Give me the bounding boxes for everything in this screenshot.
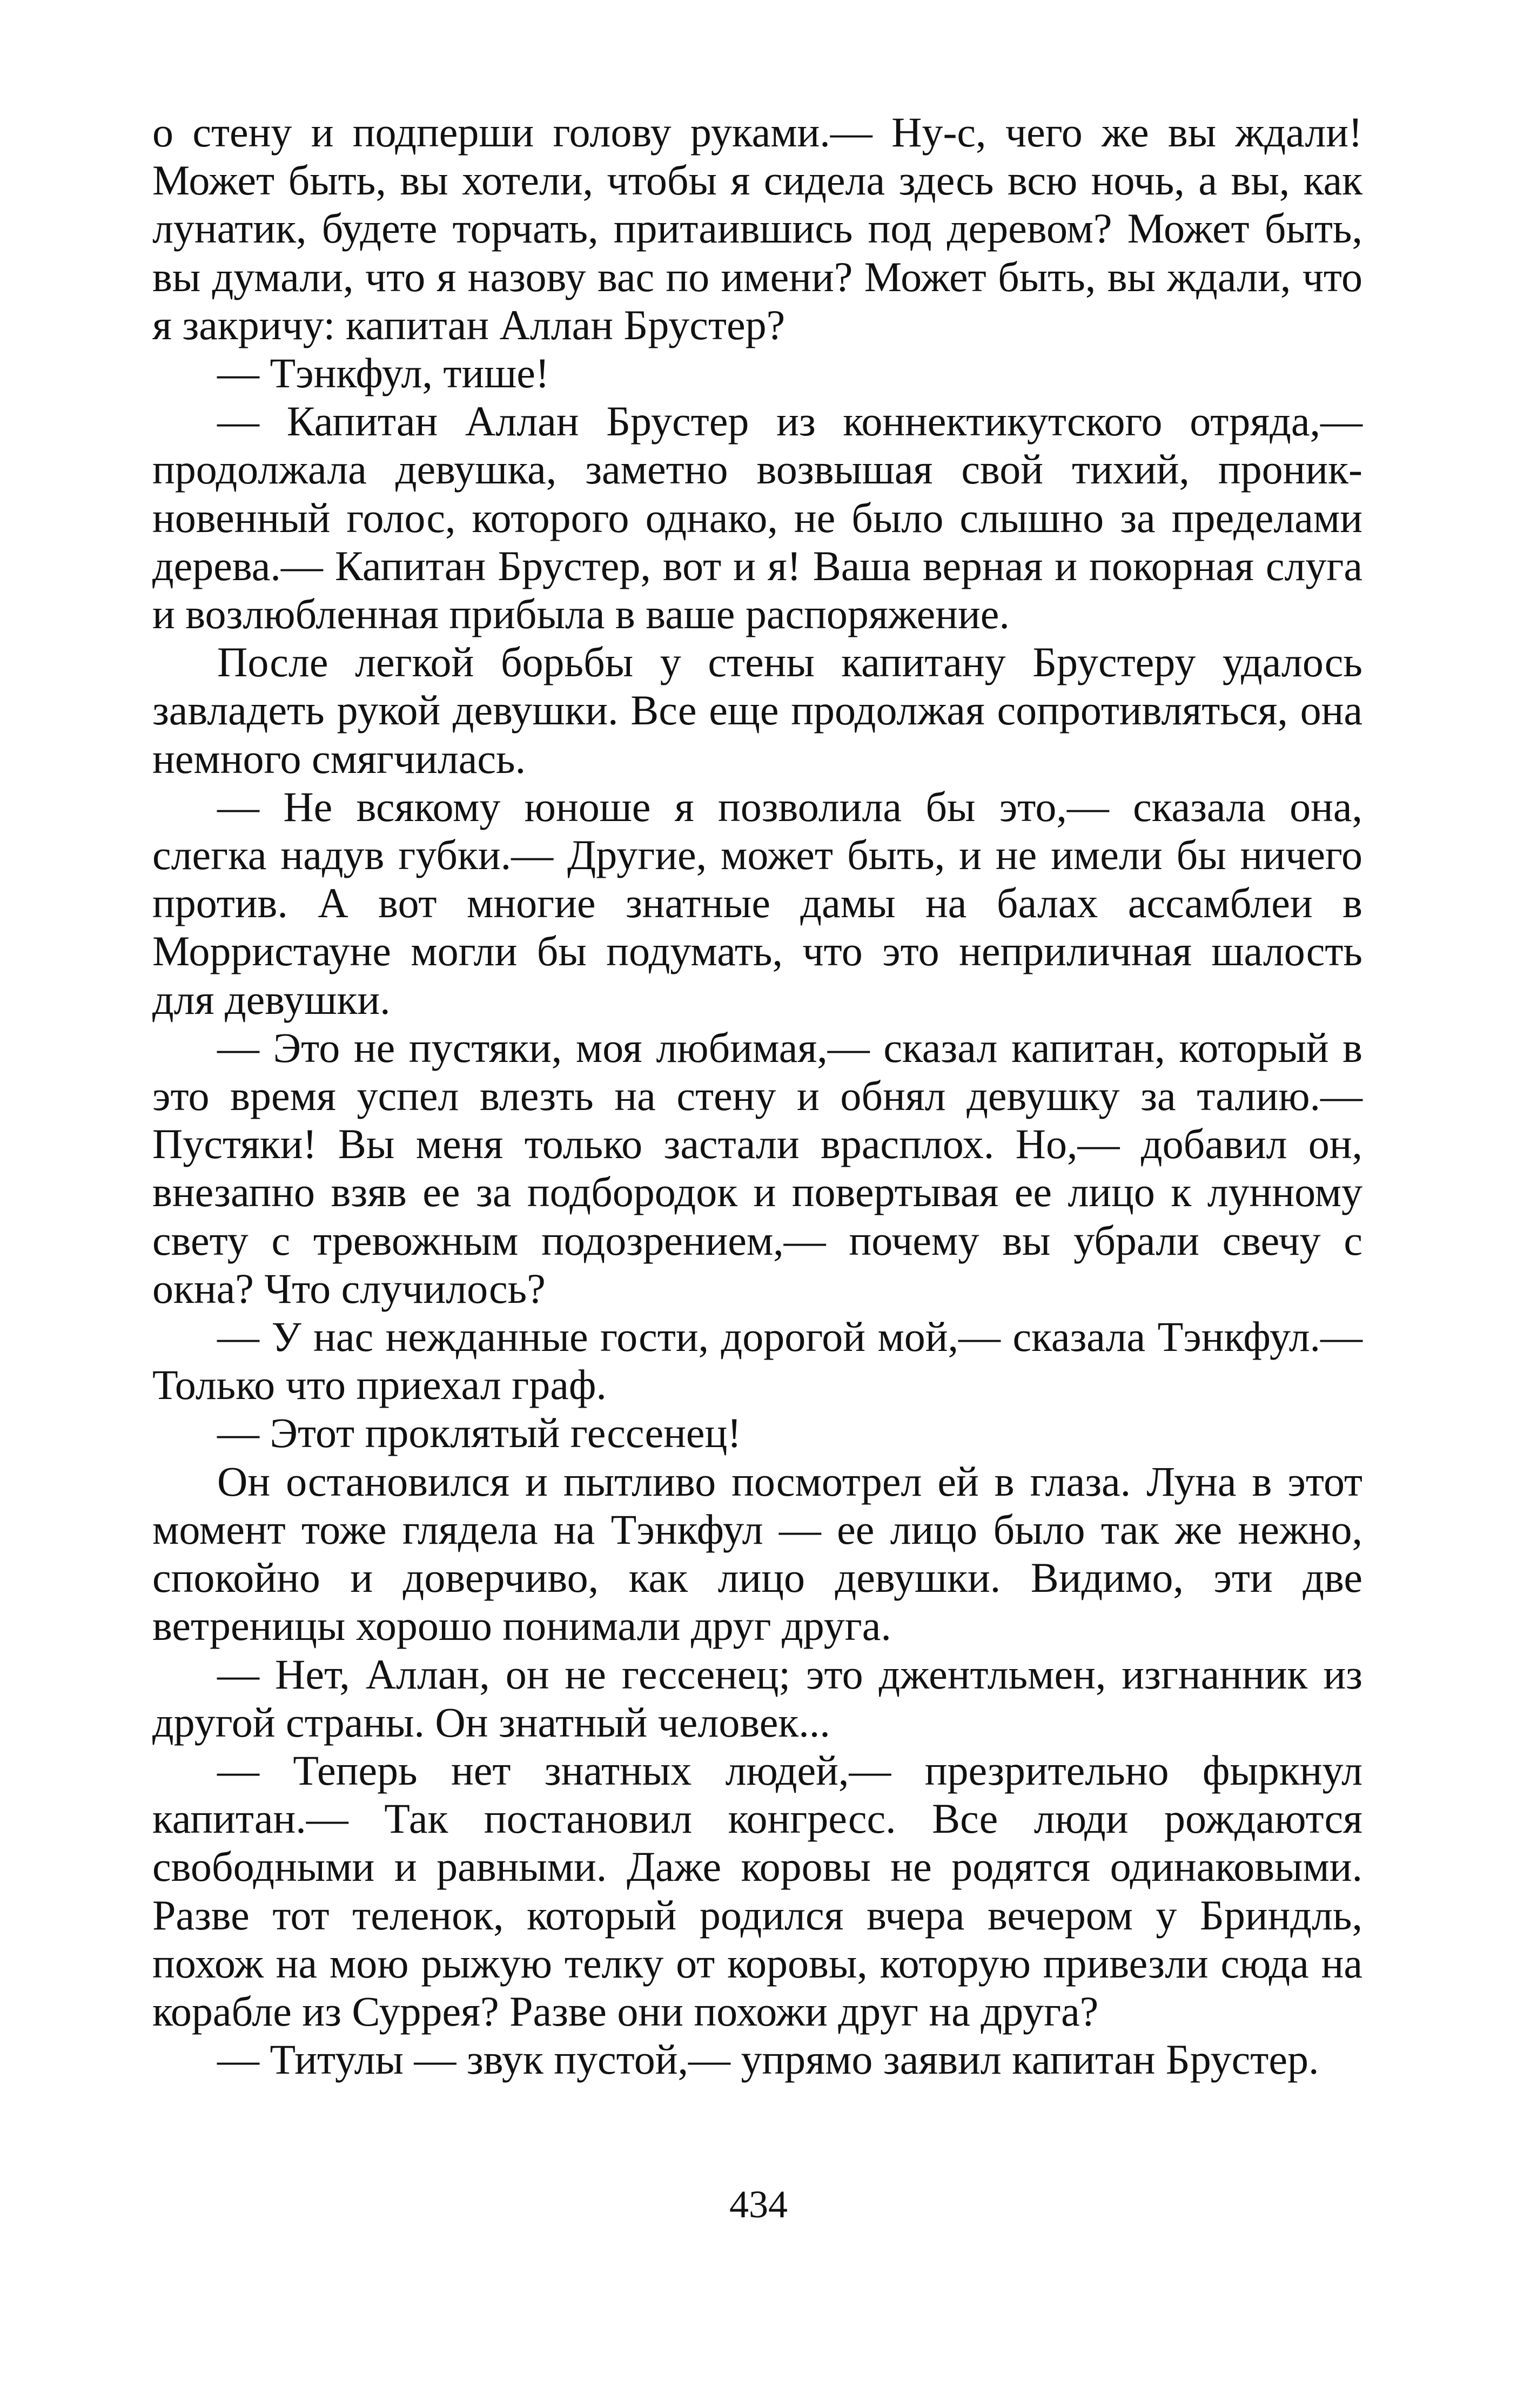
paragraph-6: — Это не пустяки, моя любимая,— сказал капитан, который в это время успел влезть на стену и обнял девушку за талию.— Пустяки! Вы меня только застали врасплох. Но,— добавил он, внезапно взяв ее за подбородок и повертывая ее лицо к лунному свету с тревожным подозрением,— почему вы убрали свечу с окна? Что случилось? <box>152 1024 1362 1312</box>
paragraph-10: — Нет, Аллан, он не гессенец; это джентльмен, изгнанник из другой страны. Он знатный человек... <box>152 1650 1362 1746</box>
paragraph-12: — Титулы — звук пустой,— упрямо заявил капитан Брустер. <box>217 2036 1319 2083</box>
page-number: 434 <box>729 2183 788 2226</box>
paragraph-3: — Капитан Аллан Брустер из коннектикутского отряда,— продолжала девушка, заметно возвышая свой тихий, проникновенный голос, которого однако, не было слышно за пределами дерева.— Капитан Брустер, вот и я! Ваша верная и покорная слуга и возлюбленная прибыла в ваше распоряжение. <box>152 398 1362 638</box>
paragraph-8: — Этот проклятый гессенец! <box>217 1409 742 1457</box>
paragraph-9: Он остановился и пытливо посмотрел ей в глаза. Луна в этот момент тоже глядела на Тэнкфул — ее лицо было так же нежно, спокойно и доверчиво, как лицо девушки. Видимо, эти две ветреницы хорошо понимали друг друга. <box>152 1457 1362 1650</box>
page-body <box>152 108 1362 2083</box>
text-block <box>152 108 1362 2083</box>
paragraph-7: — У нас нежданные гости, дорогой мой,— сказала Тэнкфул.— Только что приехал граф. <box>152 1313 1362 1409</box>
paragraph-5: — Не всякому юноше я позволила бы это,— сказала она, слегка надув губки.— Другие, может быть, и не имели бы ничего против. А вот многие знатные дамы на балах ассамблеи в Морристауне могли бы подумать, что это неприличная шалость для девушки. <box>152 783 1362 1023</box>
paragraph-1: о стену и подперши голову руками.— Ну-с, чего же вы ждали! Может быть, вы хотели, чтобы я сидела здесь всю ночь, а вы, как лунатик, будете торчать, притаившись под деревом? Может быть, вы думали, что я назову вас по имени? Может быть, вы ждали, что я закричу: капитан Аллан Брустер? <box>152 109 1362 348</box>
paragraph-11: — Теперь нет знатных людей,— презрительно фыркнул капитан.— Так постановил конгресс. Все люди рождаются свободными и равными. Даже коровы не родятся одинаковыми. Разве тот теленок, который родился вчера вечером у Бриндль, похож на мою рыжую телку от коровы, которую привезли сюда на корабле из Суррея? Разве они похожи друг на друга? <box>152 1746 1362 2035</box>
paragraph-2: — Тэнкфул, тише! <box>217 349 549 397</box>
paragraph-4: После легкой борьбы у стены капитану Брустеру удалось завладеть рукой девушки. Все еще продолжая сопротивляться, она немного смягчилась. <box>152 638 1362 782</box>
